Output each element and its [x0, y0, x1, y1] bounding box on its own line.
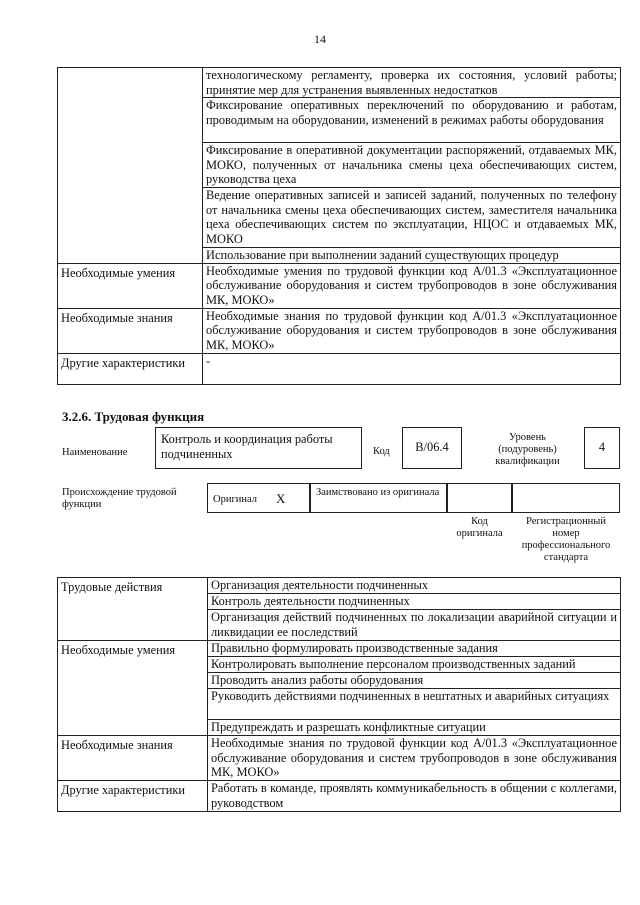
function-name-box: Контроль и координация работы подчиненных — [155, 427, 362, 469]
row-label: Трудовые действия — [58, 578, 208, 641]
table-cell: Контроль деятельности подчиненных — [208, 594, 621, 610]
code-original-label: Код оригинала — [456, 516, 503, 539]
table-row — [58, 736, 621, 781]
name-label: Наименование — [62, 447, 128, 458]
table-cell: технологическому регламенту, проверка их состояния, условий работы; принятие мер для устранения выявленных недостатков — [203, 68, 621, 98]
borrowed-cell: Заимствовано из оригинала — [310, 483, 447, 513]
row-label — [58, 68, 203, 264]
page-number: 14 — [314, 32, 326, 46]
bottom-characteristics-table — [57, 577, 621, 812]
row-label: Необходимые знания — [58, 308, 203, 353]
table-row — [58, 308, 621, 353]
row-label: Другие характеристики — [58, 781, 208, 812]
table-cell: Руководить действиями подчиненных в нештатных и аварийных ситуациях — [208, 689, 621, 720]
table-row — [58, 263, 621, 308]
origin-label: Происхождение трудовой функции — [62, 487, 177, 510]
table-row — [58, 353, 621, 384]
table-row — [58, 641, 621, 657]
table-row — [58, 781, 621, 812]
table-cell: Проводить анализ работы оборудования — [208, 673, 621, 689]
row-label: Необходимые умения — [58, 641, 208, 736]
table-cell: Ведение оперативных записей и записей заданий, полученных по телефону от начальника смены цеха обеспечивающих систем, заместителя начальника цеха обеспечивающих систем по эксплуатации, НЦОС и отдаваемых МК, МОКО — [203, 188, 621, 247]
code-label: Код — [373, 446, 390, 457]
table-cell: Работать в команде, проявлять коммуникабельность в общении с коллегами, руководством — [208, 781, 621, 812]
table-cell: Контролировать выполнение персоналом производственных заданий — [208, 657, 621, 673]
table-row — [58, 578, 621, 594]
table-cell: Предупреждать и разрешать конфликтные ситуации — [208, 720, 621, 736]
top-characteristics-table — [57, 67, 621, 385]
table-cell: Использование при выполнении заданий существующих процедур — [203, 247, 621, 263]
table-cell: Необходимые знания по трудовой функции код А/01.3 «Эксплуатационное обслуживание оборудования и систем трубопроводов в зоне обслуживания МК, МОКО» — [203, 308, 621, 353]
table-cell: - — [203, 353, 621, 384]
table-cell: Организация действий подчиненных по локализации аварийной ситуации и ликвидации ее последствий — [208, 610, 621, 641]
original-label: Оригинал — [213, 494, 257, 505]
table-cell: Фиксирование в оперативной документации распоряжений, отдаваемых МК, МОКО, полученных от начальника смены цеха обеспечивающих систем, руководства цеха — [203, 143, 621, 188]
reg-number-cell — [512, 483, 620, 513]
table-cell: Необходимые умения по трудовой функции код А/01.3 «Эксплуатационное обслуживание оборудования и систем трубопроводов в зоне обслуживания МК, МОКО» — [203, 263, 621, 308]
level-value-box: 4 — [584, 427, 620, 469]
row-label: Другие характеристики — [58, 353, 203, 384]
original-mark: X — [276, 491, 286, 506]
table-cell: Организация деятельности подчиненных — [208, 578, 621, 594]
code-value-box: B/06.4 — [402, 427, 462, 469]
table-cell: Фиксирование оперативных переключений по оборудованию и работам, проводимым на оборудовании, изменений в режимах работы оборудования — [203, 98, 621, 143]
table-row — [58, 68, 621, 98]
section-title: 3.2.6. Трудовая функция — [62, 409, 205, 424]
table-cell: Необходимые знания по трудовой функции код А/01.3 «Эксплуатационное обслуживание оборудования и систем трубопроводов в зоне обслуживания МК, МОКО» — [208, 736, 621, 781]
table-cell: Правильно формулировать производственные задания — [208, 641, 621, 657]
level-label: Уровень (подуровень) квалификации — [495, 432, 560, 467]
row-label: Необходимые знания — [58, 736, 208, 781]
code-original-cell — [447, 483, 512, 513]
row-label: Необходимые умения — [58, 263, 203, 308]
reg-number-label: Регистрационный номер профессионального стандарта — [521, 516, 611, 563]
